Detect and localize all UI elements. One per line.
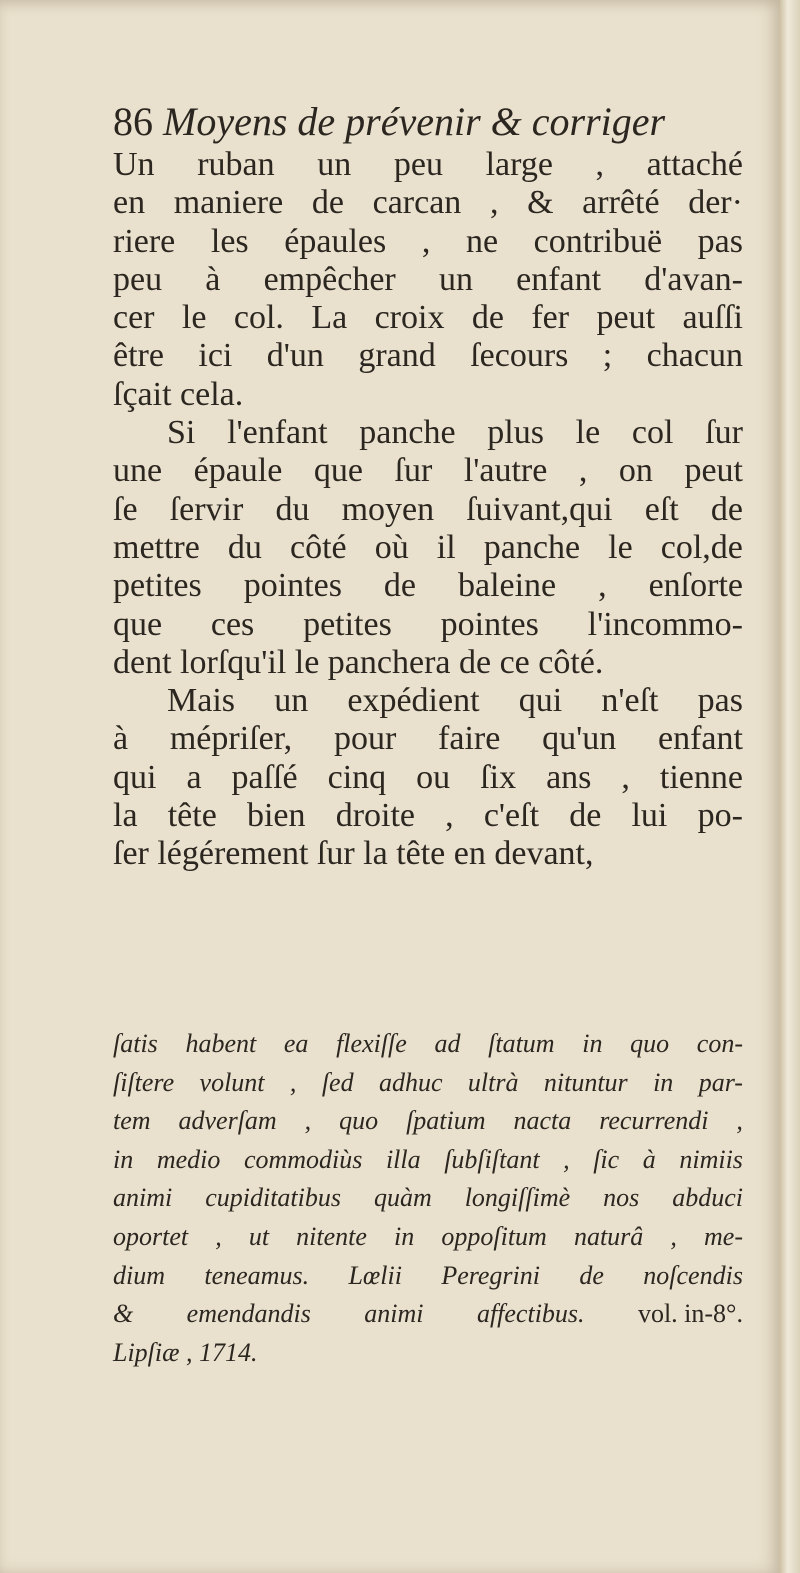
- word: large: [485, 146, 553, 183]
- word: naturâ: [573, 1221, 644, 1251]
- word: à: [642, 1144, 656, 1174]
- text-line: [113, 797, 743, 835]
- word: à: [113, 720, 129, 758]
- word: ,: [304, 1106, 312, 1136]
- word: panche: [483, 528, 581, 566]
- word: baleine: [457, 567, 557, 605]
- word: nitente: [296, 1221, 367, 1251]
- word: maniere: [173, 184, 284, 222]
- word: me-: [704, 1221, 743, 1251]
- word: affectibus.: [476, 1299, 585, 1329]
- word: de: [471, 299, 504, 337]
- text-line: [113, 299, 743, 337]
- word: nacta: [513, 1106, 572, 1136]
- word: à: [205, 260, 221, 298]
- word: l'enfant: [227, 414, 328, 452]
- word: ſervir: [169, 490, 244, 528]
- text-line: [113, 491, 743, 529]
- word: ut: [248, 1221, 270, 1251]
- word: ans: [546, 758, 592, 796]
- word: mépriſer,: [169, 720, 293, 758]
- word: longiſſimè: [464, 1183, 571, 1213]
- word: in: [394, 1221, 415, 1251]
- word: de: [383, 567, 417, 605]
- word: épaule: [193, 452, 283, 490]
- word: Peregrini: [441, 1260, 540, 1290]
- word: du: [227, 528, 262, 566]
- word: La: [311, 299, 348, 337]
- page-edge: [780, 0, 800, 1573]
- word: petites: [303, 605, 392, 643]
- word: lui: [631, 797, 668, 835]
- word: ruban: [197, 146, 275, 183]
- main-text: [113, 98, 743, 874]
- word: ad: [434, 1029, 461, 1058]
- word: adhuc: [378, 1067, 443, 1097]
- word: peut: [684, 452, 743, 490]
- word: par-: [698, 1067, 743, 1097]
- footnote-lines: [113, 1025, 743, 1372]
- word: quàm: [373, 1183, 432, 1213]
- word: ;: [602, 337, 613, 375]
- word: qu'un: [542, 720, 617, 758]
- word: pas: [697, 682, 743, 720]
- word: ,: [595, 146, 605, 183]
- word: abduci: [672, 1183, 743, 1213]
- text-line: [113, 184, 743, 222]
- text-line: [113, 452, 743, 490]
- word: habent: [185, 1029, 257, 1058]
- word: de: [569, 797, 602, 835]
- word: col,de: [660, 528, 743, 566]
- word: ſpatium: [406, 1106, 486, 1136]
- word: ſic: [593, 1144, 620, 1174]
- footnote-line: [113, 1257, 743, 1296]
- word: petites: [113, 567, 202, 605]
- word: cer: [113, 299, 155, 337]
- word: recurrendi: [599, 1106, 709, 1136]
- word: ſtatum: [488, 1029, 555, 1058]
- word: animi: [364, 1299, 424, 1329]
- text-line: [113, 567, 743, 605]
- word: croix: [374, 299, 445, 337]
- word: en: [113, 184, 146, 222]
- word: ſubſiſtant: [444, 1144, 540, 1174]
- word: ,: [598, 567, 607, 605]
- word: animi: [113, 1183, 173, 1213]
- word: l'incommo-: [587, 605, 743, 643]
- word: un: [317, 146, 352, 183]
- word: ,: [445, 797, 454, 835]
- word: nimiis: [679, 1144, 743, 1174]
- word: le: [575, 414, 601, 452]
- word: pointes: [243, 567, 342, 605]
- word: enfant: [516, 260, 602, 298]
- text-line: [113, 529, 743, 567]
- word: medio: [156, 1144, 221, 1174]
- text-line: [113, 606, 743, 644]
- word: pas: [697, 222, 743, 260]
- word: enſorte: [648, 567, 743, 605]
- text-line: [113, 759, 743, 797]
- word: a: [186, 758, 202, 796]
- word: un: [274, 682, 309, 720]
- word: ſur: [394, 452, 433, 490]
- word: de: [579, 1260, 604, 1290]
- word: ſix: [480, 758, 517, 796]
- word: dium: [113, 1260, 165, 1290]
- word: ne: [465, 222, 499, 260]
- word: que: [313, 452, 363, 490]
- volume-format: vol. in-8°.: [637, 1299, 743, 1329]
- footnote-line: [113, 1141, 743, 1180]
- word: Si: [167, 414, 196, 452]
- footnote-line: [113, 1295, 743, 1334]
- word: oportet: [113, 1221, 189, 1251]
- word: nituntur: [543, 1067, 628, 1097]
- word: ſuivant,qui: [466, 490, 613, 528]
- word: bien: [246, 797, 306, 835]
- word: il: [436, 528, 456, 566]
- text-line: [113, 682, 743, 720]
- word: &: [113, 1299, 134, 1329]
- footnote-line: [113, 1102, 743, 1141]
- word: ,: [489, 184, 499, 222]
- word: con-: [696, 1029, 743, 1058]
- footnote: [113, 1025, 743, 1372]
- word: peu: [113, 260, 163, 298]
- word: tienne: [659, 758, 743, 796]
- body-paragraphs: [113, 146, 743, 874]
- word: commodiùs: [243, 1144, 363, 1174]
- word: ea: [283, 1029, 309, 1058]
- word: on: [618, 452, 653, 490]
- word: ſed: [321, 1067, 354, 1097]
- word: in: [582, 1029, 603, 1058]
- word: der·: [688, 184, 743, 222]
- page-number: 86: [113, 99, 153, 144]
- word: ,: [578, 452, 588, 490]
- word: oppoſitum: [441, 1221, 547, 1251]
- word: &: [527, 184, 554, 222]
- footnote-line: [113, 1179, 743, 1218]
- text-line: ſçait cela.: [113, 375, 244, 413]
- word: les: [210, 222, 249, 260]
- word: empêcher: [263, 260, 396, 298]
- text-line: [113, 337, 743, 375]
- text-line: [113, 414, 743, 452]
- word: ſe: [113, 490, 138, 528]
- word: ſatis: [113, 1029, 158, 1058]
- text-line: ſer légérement ſur la tête en devant,: [113, 835, 594, 873]
- word: ultrà: [467, 1067, 519, 1097]
- word: cupiditatibus: [205, 1183, 341, 1213]
- text-line: [113, 720, 743, 758]
- word: contribuë: [533, 222, 663, 260]
- word: ,: [621, 758, 630, 796]
- word: emendandis: [186, 1299, 311, 1329]
- word: un: [438, 260, 473, 298]
- word: teneamus.: [204, 1260, 310, 1290]
- word: ſecours: [470, 337, 569, 375]
- word: faire: [438, 720, 501, 758]
- word: de: [710, 490, 743, 528]
- word: ,: [215, 1221, 222, 1251]
- word: pour: [333, 720, 397, 758]
- word: ſur: [705, 414, 743, 452]
- word: col: [631, 414, 674, 452]
- word: du: [275, 490, 310, 528]
- word: riere: [113, 222, 176, 260]
- word: expédient: [347, 682, 480, 720]
- word: mettre: [113, 528, 200, 566]
- word: qui: [518, 682, 563, 720]
- word: qui: [113, 758, 157, 796]
- word: ou: [416, 758, 451, 796]
- word: carcan: [372, 184, 462, 222]
- word: la: [113, 797, 138, 835]
- word: cinq: [327, 758, 387, 796]
- word: ,: [421, 222, 431, 260]
- word: grand: [358, 337, 436, 375]
- word: tête: [167, 797, 217, 835]
- footnote-line: [113, 1025, 743, 1064]
- word: po-: [697, 797, 743, 835]
- word: tem: [113, 1106, 151, 1136]
- word: être: [113, 337, 164, 375]
- word: noſcendis: [643, 1260, 743, 1290]
- word: adverſam: [178, 1106, 277, 1136]
- word: in: [113, 1144, 134, 1174]
- text-line: [113, 223, 743, 261]
- word: peu: [393, 146, 443, 183]
- word: enfant: [657, 720, 743, 758]
- word: Lœlii: [348, 1260, 402, 1290]
- running-title: Moyens de prévenir & corriger: [163, 99, 666, 144]
- word: quo: [630, 1029, 670, 1058]
- word: flexiſſe: [336, 1029, 407, 1058]
- word: peut: [596, 299, 656, 337]
- word: ,: [736, 1106, 743, 1136]
- word: attaché: [646, 146, 743, 183]
- word: c'eſt: [483, 797, 540, 835]
- footnote-line: [113, 1218, 743, 1257]
- word: chacun: [646, 337, 743, 375]
- word: panche: [359, 414, 456, 452]
- footnote-line: [113, 1064, 743, 1103]
- word: Un: [113, 146, 155, 183]
- word: une: [113, 452, 163, 490]
- word: ,: [563, 1144, 570, 1174]
- word: auſſi: [682, 299, 743, 337]
- word: col.: [233, 299, 284, 337]
- word: in: [653, 1067, 674, 1097]
- text-line: [113, 146, 743, 184]
- word: quo: [339, 1106, 379, 1136]
- word: illa: [385, 1144, 421, 1174]
- word: pointes: [440, 605, 539, 643]
- word: paſſé: [231, 758, 298, 796]
- word: eſt: [644, 490, 679, 528]
- word: ,: [670, 1221, 677, 1251]
- word: le: [181, 299, 207, 337]
- text-line: [113, 261, 743, 299]
- word: ſiſtere: [113, 1067, 175, 1097]
- running-head: [113, 98, 743, 146]
- word: nos: [603, 1183, 640, 1213]
- footnote-line: Lipſiæ , 1714.: [113, 1337, 258, 1367]
- word: ,: [289, 1067, 297, 1097]
- word: n'eſt: [601, 682, 659, 720]
- word: plus: [487, 414, 544, 452]
- word: d'un: [266, 337, 324, 375]
- word: le: [608, 528, 633, 566]
- word: volunt: [199, 1067, 265, 1097]
- word: de: [311, 184, 344, 222]
- word: côté: [290, 528, 347, 566]
- text-line: dent lorſqu'il le panchera de ce côté.: [113, 643, 604, 681]
- word: l'autre: [463, 452, 548, 490]
- word: ces: [210, 605, 255, 643]
- word: d'avan-: [644, 260, 743, 298]
- word: ici: [198, 337, 233, 375]
- word: Mais: [167, 682, 235, 720]
- word: que: [113, 605, 163, 643]
- word: fer: [531, 299, 570, 337]
- word: arrêté: [582, 184, 660, 222]
- word: moyen: [341, 490, 435, 528]
- word: où: [374, 528, 409, 566]
- word: épaules: [284, 222, 387, 260]
- word: droite: [335, 797, 415, 835]
